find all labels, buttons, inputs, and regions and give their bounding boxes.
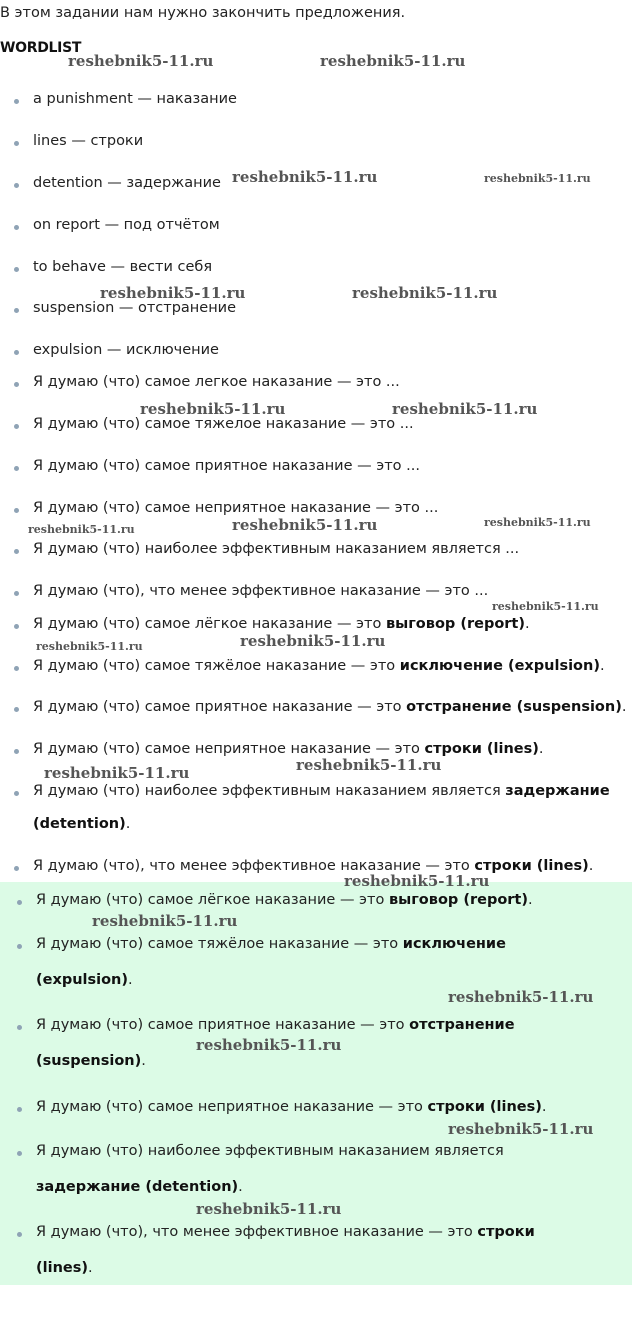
bullet-icon (14, 225, 19, 230)
bullet-icon (17, 944, 22, 949)
watermark: reshebnik5-11.ru (492, 600, 599, 613)
bullet-icon (14, 141, 19, 146)
watermark: reshebnik5-11.ru (196, 1036, 342, 1054)
watermark: reshebnik5-11.ru (392, 400, 538, 418)
bullet-icon (14, 549, 19, 554)
bullet-icon (17, 1025, 22, 1030)
watermark: reshebnik5-11.ru (448, 988, 594, 1006)
watermark: reshebnik5-11.ru (28, 523, 135, 536)
bullet-icon (14, 866, 19, 871)
bullet-icon (14, 267, 19, 272)
watermark: reshebnik5-11.ru (68, 52, 214, 70)
bullet-icon (14, 99, 19, 104)
bullet-icon (14, 508, 19, 513)
bullet-icon (17, 1151, 22, 1156)
bullet-icon (14, 350, 19, 355)
watermark: reshebnik5-11.ru (140, 400, 286, 418)
bullet-icon (14, 791, 19, 796)
watermark: reshebnik5-11.ru (352, 284, 498, 302)
watermark: reshebnik5-11.ru (484, 516, 591, 529)
bullet-icon (14, 308, 19, 313)
watermark: reshebnik5-11.ru (92, 912, 238, 930)
bullet-icon (14, 466, 19, 471)
watermark: reshebnik5-11.ru (320, 52, 466, 70)
watermark: reshebnik5-11.ru (232, 516, 378, 534)
intro-text: В этом задании нам нужно закончить предложения. (0, 5, 406, 21)
watermark: reshebnik5-11.ru (232, 168, 378, 186)
watermark: reshebnik5-11.ru (36, 640, 143, 653)
watermark: reshebnik5-11.ru (448, 1120, 594, 1138)
bullet-icon (14, 666, 19, 671)
bullet-icon (17, 900, 22, 905)
bullet-icon (14, 424, 19, 429)
watermark: reshebnik5-11.ru (100, 284, 246, 302)
watermark: reshebnik5-11.ru (484, 172, 591, 185)
bullet-icon (14, 183, 19, 188)
watermark: reshebnik5-11.ru (344, 872, 490, 890)
watermark: reshebnik5-11.ru (196, 1200, 342, 1218)
bullet-icon (14, 591, 19, 596)
bullet-icon (14, 624, 19, 629)
watermark: reshebnik5-11.ru (240, 632, 386, 650)
bullet-icon (14, 707, 19, 712)
bullet-icon (17, 1232, 22, 1237)
bullet-icon (14, 749, 19, 754)
watermark: reshebnik5-11.ru (44, 764, 190, 782)
bullet-icon (14, 382, 19, 387)
watermark: reshebnik5-11.ru (296, 756, 442, 774)
wordlist-heading: WORDLIST (0, 40, 82, 56)
bullet-icon (17, 1107, 22, 1112)
